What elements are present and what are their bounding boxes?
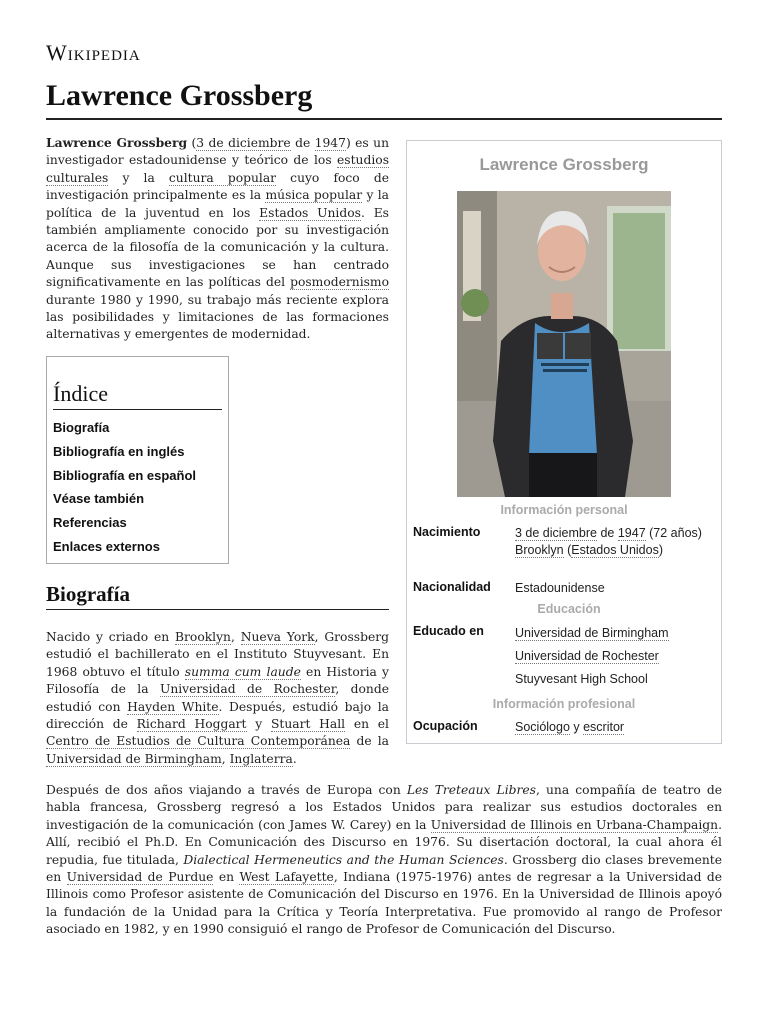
link-illinois[interactable]: Universidad de Illinois en Urbana-Champaign <box>430 817 719 832</box>
link-summa-cum-laude[interactable]: summa cum laude <box>184 664 301 679</box>
toc-item-bibliografia-ingles[interactable]: Bibliografía en inglés <box>53 443 185 459</box>
link-birth-day[interactable]: 3 de diciembre <box>196 136 291 150</box>
lead-paragraph: Lawrence Grossberg (3 de diciembre de 1947) es un investigador estadounidense y teórico de los estudios culturales y la cultura popular cuyo foco de investigación principalmente es la música popular y la política de la juventud en los Estados Unidos. Es también ampliamente conocido por su investigación acerca de la filosofía de la comunicación y la cultura. Aunque sus investigaciones se han centrado significativamente en las políticas del posmodernismo durante 1980 y 1990, su trabajo más reciente explora las posibilidades y limitaciones de las formaciones alternativas y emergentes de modernidad. <box>46 135 389 342</box>
biography-paragraph-1: Nacido y criado en Brooklyn, Nueva York, Grossberg estudió el bachillerato en el Instituto Stuyvesant. En 1968 obtuvo el título summa cum laude en Historia y Filosofía de la Universidad de Rochester, donde estudió con Hayden White. Después, estudió bajo la dirección de Richard Hoggart y Stuart Hall en el Centro de Estudios de Cultura Contemporánea de la Universidad de Birmingham, Inglaterra. <box>46 630 390 766</box>
birth-value: 3 de diciembre de 1947 (72 años) Brooklyn (Estados Unidos) <box>515 526 702 557</box>
section-heading-biografia: Biografía <box>46 582 389 610</box>
occupation-value: Sociólogo y escritor <box>515 720 625 734</box>
infobox <box>406 140 722 744</box>
link-west-lafayette[interactable]: West Lafayette <box>239 870 334 885</box>
education-value <box>515 625 711 694</box>
link-cccs[interactable]: Centro de Estudios de Cultura Contemporánea <box>46 734 351 749</box>
occupation-label: Ocupación <box>413 719 478 733</box>
link-birth-year[interactable]: 1947 <box>314 136 346 150</box>
biography-paragraph-2: Después de dos años viajando a través de Europa con Les Treteaux Libres, una compañía de teatro de habla francesa, Grossberg regresó a los Estados Unidos para realizar sus estudios doctorales en investigación de la comunicación (con James W. Carey) en la Universidad de Illinois en Urbana-Champaign. Allí, recibió el Ph.D. En Comunicación des Discurso en 1976. Su disertación doctoral, la cual ahora él repudia, fue titulada, Dialectical Hermeneutics and the Human Sciences. Grossberg dio clases brevemente en Universidad de Purdue en West Lafayette, Indiana (1975-1976) antes de regresar a la Universidad de Illinois como Profesor asistente de Comunicación del Discurso en 1976. En la Universidad de Illinois apoyó la fundación de la Unidad para la Crítica y Teoría Interpretativa. Fue promovido al rango de Profesor asociado en 1982, y en 1990 consiguió el rango de Profesor de Comunicación del Discurso. <box>46 783 723 937</box>
table-of-contents <box>46 356 229 564</box>
infobox-stuyvesant: Stuyvesant High School <box>515 672 648 686</box>
dissertation-title: Dialectical Hermeneutics and the Human Sciences <box>183 852 504 867</box>
page-title: Lawrence Grossberg <box>46 76 722 120</box>
wikipedia-wordmark[interactable]: Wikipedia <box>46 40 141 65</box>
link-postmodernism[interactable]: posmodernismo <box>290 275 389 290</box>
toc-item-bibliografia-espanol[interactable]: Bibliografía en español <box>53 467 197 483</box>
link-purdue[interactable]: Universidad de Purdue <box>66 870 214 885</box>
link-rochester[interactable]: Universidad de Rochester <box>159 682 336 697</box>
infobox-link-brooklyn[interactable]: Brooklyn <box>515 543 564 557</box>
link-popular-music[interactable]: música popular <box>265 188 363 203</box>
infobox-link-birmingham[interactable]: Universidad de Birmingham <box>515 626 669 640</box>
toc-item-biografia[interactable]: Biografía <box>53 420 110 435</box>
portrait-photo[interactable] <box>457 191 671 497</box>
link-england[interactable]: Inglaterra <box>229 751 293 766</box>
infobox-link-birth-day[interactable]: 3 de diciembre <box>515 526 597 540</box>
link-popular-culture[interactable]: cultura popular <box>168 170 277 185</box>
link-united-states[interactable]: Estados Unidos <box>259 205 361 220</box>
infobox-title: Lawrence Grossberg <box>479 155 649 174</box>
toc-item-referencias[interactable]: Referencias <box>53 515 127 531</box>
infobox-link-birth-year[interactable]: 1947 <box>617 526 646 540</box>
link-hayden-white[interactable]: Hayden White <box>127 699 219 714</box>
toc-item-enlaces-externos[interactable]: Enlaces externos <box>53 538 160 554</box>
nationality-value: Estadounidense <box>515 581 605 595</box>
infobox-link-sociologo[interactable]: Sociólogo <box>515 720 570 734</box>
infobox-section-personal: Información personal <box>500 503 628 517</box>
link-brooklyn[interactable]: Brooklyn <box>175 630 231 644</box>
infobox-link-rochester[interactable]: Universidad de Rochester <box>515 649 659 663</box>
toc-title: Índice <box>53 381 222 410</box>
link-stuart-hall[interactable]: Stuart Hall <box>270 717 346 732</box>
link-richard-hoggart[interactable]: Richard Hoggart <box>136 717 247 732</box>
infobox-link-escritor[interactable]: escritor <box>583 720 625 734</box>
nationality-label: Nacionalidad <box>413 580 491 594</box>
link-birmingham[interactable]: Universidad de Birmingham <box>46 751 222 766</box>
subject-name: Lawrence Grossberg <box>46 135 188 150</box>
treteaux-title: Les Treteaux Libres <box>406 783 536 797</box>
toc-item-vease-tambien[interactable]: Véase también <box>53 491 145 507</box>
infobox-section-education: Educación <box>537 602 601 616</box>
birth-label: Nacimiento <box>413 525 481 539</box>
infobox-section-professional: Información profesional <box>492 697 636 711</box>
link-new-york[interactable]: Nueva York <box>240 630 315 644</box>
education-label: Educado en <box>413 624 484 638</box>
infobox-link-united-states[interactable]: Estados Unidos <box>571 543 659 557</box>
link-cultural-studies[interactable]: estudios culturales <box>46 153 389 185</box>
toc-list <box>53 416 222 559</box>
